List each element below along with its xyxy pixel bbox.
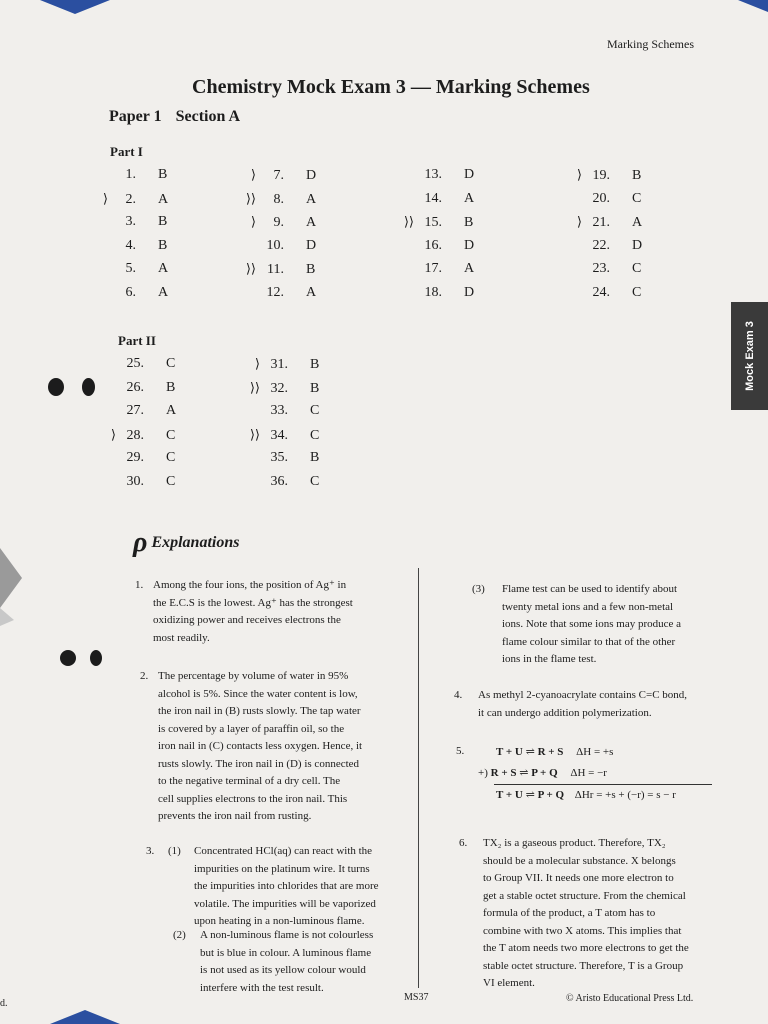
text-line: interfere with the test result. — [200, 981, 324, 994]
answer-row — [566, 191, 641, 207]
text-line: alcohol is 5%. Since the water content is low, — [158, 687, 358, 700]
text-line: ions. Note that some ions may produce a — [502, 618, 682, 630]
answer-letter: A — [306, 215, 317, 230]
text-line: should be a molecular substance. X belongs — [483, 854, 676, 867]
explanation-number: 5. — [456, 745, 465, 757]
text-line: upon heating in a non-luminous flame. — [194, 915, 365, 927]
explanation-number: 6. — [459, 837, 468, 849]
punch-mark — [60, 650, 76, 666]
column-divider — [418, 568, 419, 988]
question-number: 24. — [592, 284, 610, 300]
question-number: 3. — [125, 214, 136, 229]
tick-mark: ⟩ — [576, 167, 582, 182]
answer-row — [100, 427, 175, 444]
question-number: 14. — [424, 190, 442, 206]
question-number: 28. — [126, 427, 144, 443]
answer-letter: A — [158, 284, 169, 300]
question-number: 7. — [273, 168, 284, 183]
answer-row — [398, 167, 474, 183]
sub-part-label: (2) — [173, 929, 186, 941]
tick-mark: ⟩⟩ — [245, 261, 256, 276]
eq-rhs: P + Q — [531, 767, 558, 779]
answer-letter: A — [632, 215, 643, 230]
question-number: 8. — [273, 191, 284, 207]
equilibrium-arrow-icon: ⇌ — [525, 746, 538, 758]
answer-letter: C — [166, 427, 176, 443]
text-line: Among the four ions, the position of Ag⁺ in — [153, 579, 347, 591]
explanation-3-part-3 — [472, 581, 682, 669]
answer-row — [100, 403, 176, 419]
answer-letter: C — [166, 356, 176, 371]
text-line: iron nail in (C) contacts less oxygen. Hence, it — [158, 740, 363, 752]
page-number: MS37 — [404, 992, 429, 1003]
text-line: the E.C.S is the lowest. Ag⁺ has the strongest — [153, 596, 353, 609]
eq-prefix: +) — [478, 767, 488, 779]
explanation-number: 4. — [454, 689, 463, 701]
eq-enthalpy: ΔH = −r — [570, 767, 607, 779]
text-line: As methyl 2-cyanoacrylate contains C=C bond, — [478, 689, 688, 701]
question-number: 26. — [126, 379, 144, 395]
explanation-number: 1. — [135, 579, 144, 591]
text-line: flame colour similar to that of the other — [502, 635, 676, 648]
question-number: 5. — [125, 261, 136, 276]
answer-letter: B — [310, 380, 320, 396]
question-number: 4. — [125, 237, 136, 253]
text-line: ions in the flame test. — [502, 653, 597, 665]
answer-letter: B — [632, 168, 642, 183]
answer-letter: B — [158, 237, 168, 253]
part-ii-label: Part II — [118, 333, 156, 348]
answer-row — [398, 285, 474, 301]
eq-rhs: P + Q — [537, 789, 565, 801]
question-number: 23. — [592, 261, 610, 276]
tick-mark: ⟩ — [576, 214, 582, 229]
answer-row — [566, 167, 641, 184]
text-line: the T atom needs two more electrons to get the — [483, 942, 689, 954]
question-number: 34. — [270, 427, 288, 443]
answer-row — [398, 261, 474, 277]
sub-part-label: (1) — [168, 845, 181, 857]
answer-row — [398, 238, 474, 254]
tick-mark: ⟩⟩ — [403, 214, 414, 229]
answer-row — [244, 427, 319, 444]
text-line: it can undergo addition polymerization. — [478, 706, 652, 719]
answer-row — [244, 356, 319, 373]
eq-enthalpy: ΔH = +s — [576, 746, 614, 758]
equilibrium-arrow-icon: ⇌ — [519, 767, 532, 779]
question-number: 21. — [592, 215, 610, 230]
answer-row — [92, 261, 168, 277]
explanation-number: 3. — [146, 845, 155, 857]
answer-row — [240, 285, 316, 301]
text-line: but is blue in colour. A luminous flame — [200, 946, 372, 959]
equation-3 — [496, 788, 676, 801]
question-number: 10. — [266, 237, 284, 253]
answer-letter: A — [158, 261, 169, 276]
answer-letter: C — [166, 450, 176, 465]
question-number: 35. — [270, 450, 288, 465]
answer-letter: D — [632, 237, 643, 253]
answer-row — [398, 214, 473, 231]
text-line: to Group VII. It needs one more electron to — [483, 872, 674, 884]
explanation-3-part-2 — [173, 927, 374, 997]
tick-mark: ⟩ — [250, 167, 256, 182]
tick-mark: ⟩ — [110, 426, 116, 442]
explanation-number: 2. — [140, 670, 149, 682]
text-line: Flame test can be used to identify about — [502, 583, 678, 595]
answer-row — [240, 214, 316, 231]
answer-letter: C — [632, 284, 642, 300]
answer-letter: D — [464, 237, 475, 253]
answer-letter: B — [306, 262, 316, 277]
answer-row — [100, 356, 175, 372]
text-line: combine with two X atoms. This implies that — [483, 924, 682, 937]
answer-letter: C — [166, 473, 176, 489]
answer-row — [244, 450, 319, 466]
tick-mark: ⟩ — [254, 356, 260, 371]
question-number: 1. — [125, 167, 136, 182]
question-number: 32. — [270, 380, 288, 396]
answer-row — [566, 261, 641, 277]
answer-letter: D — [306, 237, 317, 253]
answer-letter: C — [310, 403, 320, 418]
page-title: Chemistry Mock Exam 3 — Marking Schemes — [192, 76, 590, 98]
question-number: 18. — [424, 284, 442, 300]
answer-row — [100, 450, 175, 466]
question-number: 30. — [126, 473, 144, 489]
question-number: 13. — [424, 167, 442, 182]
tick-mark: ⟩⟩ — [249, 379, 260, 395]
eq-lhs: R + S — [490, 767, 517, 779]
edge-mark: d. — [0, 998, 8, 1009]
answer-letter: D — [464, 284, 475, 300]
explanation-6 — [459, 835, 689, 993]
answer-row — [240, 167, 316, 184]
text-line: to the negative terminal of a dry cell. The — [158, 775, 341, 787]
explanation-1 — [135, 577, 353, 647]
answer-row — [92, 285, 168, 301]
explanation-4 — [454, 687, 688, 722]
eq-rhs: R + S — [537, 746, 564, 758]
top-right-corner-mark — [738, 0, 768, 12]
answer-row — [244, 474, 319, 490]
text-line: formula of the product, a T atom has to — [483, 907, 656, 919]
answer-row — [566, 214, 642, 231]
magnifier-icon: ρ — [133, 527, 148, 558]
question-number: 29. — [126, 450, 144, 465]
explanation-3-part-1 — [146, 843, 379, 931]
punch-mark — [48, 378, 64, 396]
mock-exam-side-tab — [731, 302, 768, 410]
answer-letter: B — [310, 450, 320, 465]
answer-letter: B — [158, 167, 168, 182]
equation-1 — [496, 745, 613, 758]
text-line: The percentage by volume of water in 95% — [158, 670, 349, 682]
answer-letter: B — [166, 379, 176, 395]
tick-mark: ⟩⟩ — [245, 190, 256, 206]
question-number: 17. — [424, 261, 442, 276]
text-line: the impurities into chlorides that are more — [194, 880, 379, 892]
question-number: 22. — [592, 237, 610, 253]
explanation-2 — [140, 668, 363, 826]
section-label: Section A — [175, 108, 241, 125]
answer-letter: A — [166, 403, 177, 418]
answer-row — [398, 191, 474, 207]
tick-mark: ⟩ — [250, 214, 256, 229]
paper-label: Paper 1 — [109, 108, 162, 125]
text-line: is not used as its yellow colour would — [200, 964, 366, 976]
text-line: stable octet structure. Therefore, T is a Group — [483, 959, 684, 972]
answer-letter: C — [310, 427, 320, 443]
answer-letter: B — [464, 215, 474, 230]
copyright-notice: © Aristo Educational Press Ltd. — [566, 993, 694, 1004]
question-number: 6. — [125, 284, 136, 300]
eq-enthalpy: ΔHr = +s + (−r) = s − r — [574, 789, 676, 801]
answer-row — [244, 380, 319, 397]
eq-lhs: T + U — [496, 789, 523, 801]
question-number: 25. — [126, 356, 144, 371]
section-heading — [109, 108, 240, 126]
question-number: 2. — [125, 191, 136, 207]
question-number: 15. — [424, 215, 442, 230]
answer-letter: A — [158, 191, 169, 207]
answer-letter: B — [310, 357, 320, 372]
question-number: 36. — [270, 473, 288, 489]
answer-row — [240, 238, 316, 254]
answer-row — [566, 238, 642, 254]
equation-2 — [478, 766, 607, 779]
answer-row — [92, 238, 167, 254]
text-line: Concentrated HCl(aq) can react with the — [194, 845, 373, 857]
text-line: prevents the iron nail from rusting. — [158, 810, 312, 822]
answer-letter: C — [632, 261, 642, 276]
text-line: the iron nail in (B) rusts slowly. The tap water — [158, 705, 361, 717]
question-number: 20. — [592, 190, 610, 206]
question-number: 16. — [424, 237, 442, 253]
answer-letter: A — [464, 190, 475, 206]
answer-letter: D — [464, 167, 475, 182]
punch-mark — [82, 378, 95, 396]
question-number: 27. — [126, 403, 144, 418]
top-left-corner-mark — [0, 0, 110, 14]
answer-letter: C — [310, 473, 320, 489]
part-i-label: Part I — [110, 144, 143, 159]
text-line: A non-luminous flame is not colourless — [200, 929, 374, 941]
text-line: cell supplies electrons to the iron nail. This — [158, 792, 348, 805]
text-line: rusts slowly. The iron nail in (D) is connected — [158, 757, 360, 770]
answer-row — [566, 285, 641, 301]
explanations-title: Explanations — [151, 534, 240, 551]
answer-letter: A — [464, 261, 475, 276]
text-line: impurities on the platinum wire. It turns — [194, 862, 370, 875]
text-line: VI element. — [483, 977, 535, 989]
punch-mark — [90, 650, 102, 666]
question-number: 11. — [267, 262, 284, 277]
explanations-heading — [133, 527, 239, 559]
text-line: is covered by a layer of paraffin oil, so the — [158, 722, 345, 735]
answer-letter: D — [306, 168, 317, 183]
side-tab-label: Mock Exam 3 — [743, 321, 756, 391]
answer-row — [92, 167, 167, 183]
left-edge-arrow — [0, 548, 22, 626]
answer-letter: C — [632, 190, 642, 206]
question-number: 9. — [273, 215, 284, 230]
eq-lhs: T + U — [496, 746, 523, 758]
text-line: twenty metal ions and a few non-metal — [502, 600, 674, 613]
tick-mark: ⟩ — [102, 190, 108, 206]
bottom-left-corner-mark — [40, 1006, 120, 1024]
equilibrium-arrow-icon: ⇌ — [525, 789, 538, 801]
text-line: TX₂ is a gaseous product. Therefore, TX₂ — [483, 837, 666, 849]
running-head: Marking Schemes — [607, 37, 694, 51]
answer-row — [244, 403, 319, 419]
answer-letter: A — [306, 191, 317, 207]
question-number: 31. — [270, 357, 288, 372]
answer-row — [240, 191, 316, 208]
text-line: volatile. The impurities will be vaporized — [194, 897, 376, 910]
answer-letter: B — [158, 214, 168, 229]
summation-rule — [494, 784, 712, 785]
question-number: 33. — [270, 403, 288, 418]
answer-row — [92, 214, 167, 230]
text-line: get a stable octet structure. From the chemical — [483, 889, 686, 902]
sub-part-label: (3) — [472, 583, 485, 595]
answer-letter: A — [306, 284, 317, 300]
answer-row — [92, 191, 168, 208]
text-line: most readily. — [153, 631, 210, 644]
text-line: oxidizing power and receives electrons the — [153, 614, 341, 626]
answer-row — [100, 474, 175, 490]
question-number: 12. — [266, 284, 284, 300]
answer-row — [240, 261, 315, 278]
answer-row — [100, 380, 175, 396]
tick-mark: ⟩⟩ — [249, 426, 260, 442]
question-number: 19. — [592, 168, 610, 183]
